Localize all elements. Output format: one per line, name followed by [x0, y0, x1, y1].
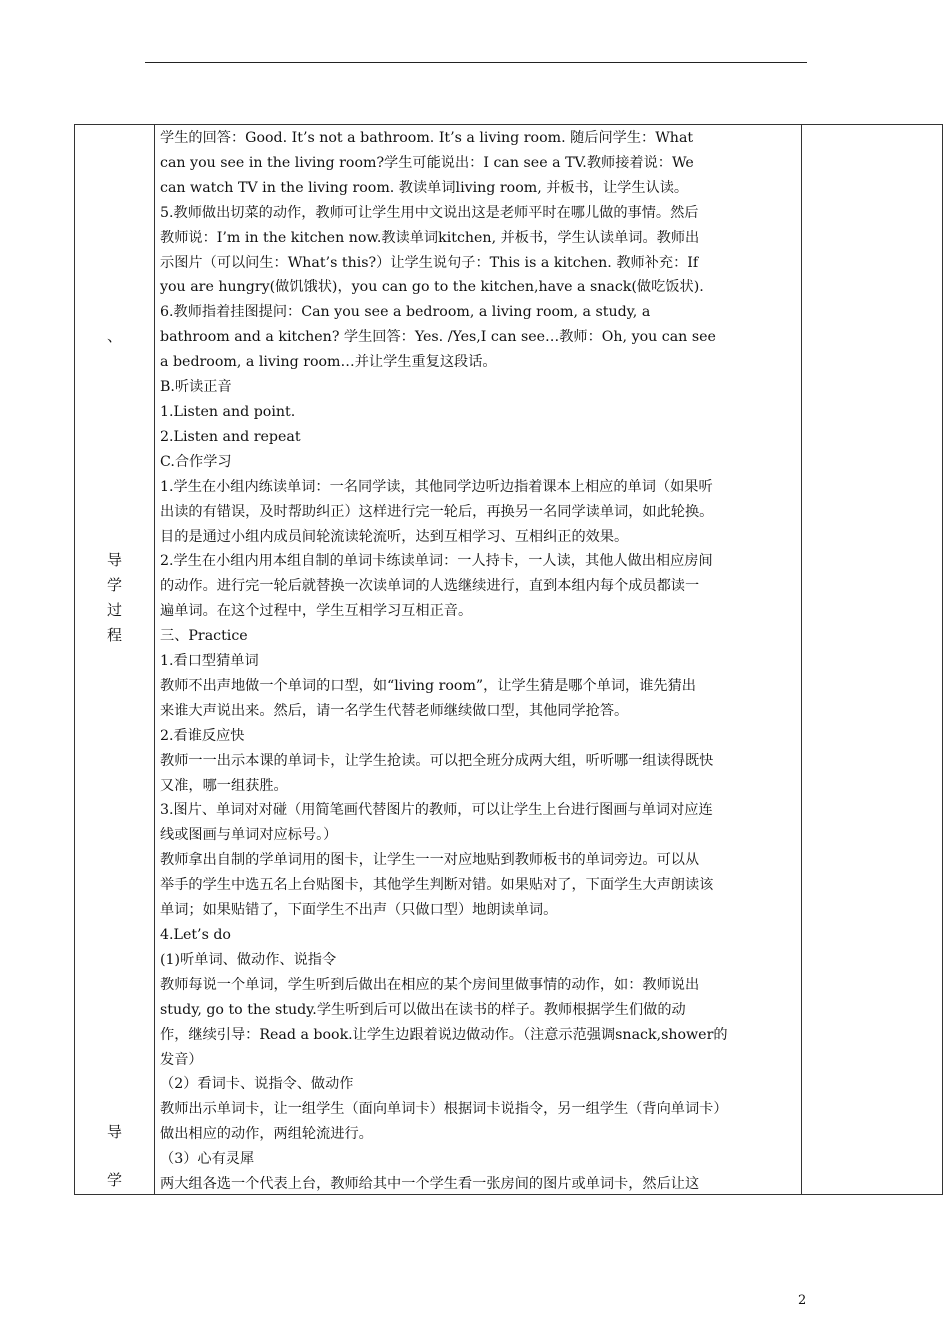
content-line: 1.学生在小组内练读单词：一名同学读，其他同学边听边指着课本上相应的单词（如果听: [160, 478, 713, 495]
section-label-char: 导: [106, 551, 122, 569]
content-line: 发音）: [160, 1051, 203, 1068]
content-line: 出读的有错误，及时帮助纠正）这样进行完一轮后，再换另一名同学读单词，如此轮换。: [160, 503, 714, 520]
content-line: 教师一一出示本课的单词卡，让学生抢读。可以把全班分成两大组，听听哪一组读得既快: [160, 752, 714, 769]
content-line: (1)听单词、做动作、说指令: [160, 951, 337, 968]
section-label-char: 学: [106, 576, 122, 594]
content-line: 单词；如果贴错了，下面学生不出声（只做口型）地朗读单词。: [160, 902, 558, 919]
bottom-label-char: 学: [106, 1171, 122, 1189]
content-line: 4.Let’s do: [160, 927, 231, 943]
content-line: 6.教师指着挂图提问：Can you see a bedroom, a living room, a study, a: [160, 304, 651, 321]
content-line: bathroom and a kitchen? 学生回答：Yes. /Yes,I can see…教师：Oh, you can see: [160, 329, 716, 346]
content-line: you are hungry(做饥饿状)，you can go to the kitchen,have a snack(做吃饭状).: [160, 279, 704, 296]
content-line: can watch TV in the living room. 教读单词living room, 并板书，让学生认读。: [160, 179, 689, 196]
section-label-char: 程: [106, 626, 122, 644]
content-line: 目的是通过小组内成员间轮流读轮流听，达到互相学习、互相纠正的效果。: [160, 528, 629, 545]
page-number: 2: [798, 1293, 807, 1308]
content-line: 教师每说一个单词，学生听到后做出在相应的某个房间里做事情的动作，如：教师说出: [160, 976, 700, 993]
content-line: 5.教师做出切菜的动作，教师可让学生用中文说出这是老师平时在哪儿做的事情。然后: [160, 204, 699, 221]
lesson-table: [74, 124, 943, 1195]
section-label-char: 过: [106, 601, 122, 619]
content-line: 学生的回答：Good. It’s not a bathroom. It’s a living room. 随后问学生：What: [160, 130, 694, 146]
side-mark: 、: [106, 327, 122, 345]
content-line: 示图片（可以问生：What’s this?）让学生说句子：This is a kitchen. 教师补充：If: [160, 254, 699, 271]
content-line: 两大组各选一个代表上台，教师给其中一个学生看一张房间的图片或单词卡，然后让这: [160, 1176, 700, 1193]
content-line: 作，继续引导：Read a book.让学生边跟着说边做动作。（注意示范强调snack,shower的: [160, 1026, 728, 1043]
content-line: （3）心有灵犀: [160, 1151, 255, 1168]
content-line: C.合作学习: [160, 453, 232, 470]
content-line: 三、Practice: [160, 628, 248, 645]
bottom-label: [75, 1121, 154, 1191]
content-line: 教师说：I’m in the kitchen now.教读单词kitchen, 并板书，学生认读单词。教师出: [160, 229, 700, 246]
content-line: 2.Listen and repeat: [160, 428, 301, 445]
content-line: 教师出示单词卡，让一组学生（面向单词卡）根据词卡说指令，另一组学生（背向单词卡）: [160, 1101, 728, 1118]
content-line: 举手的学生中选五名上台贴图卡，其他学生判断对错。如果贴对了，下面学生大声朗读该: [160, 877, 714, 894]
column-divider-left: [154, 125, 155, 1194]
content-line: a bedroom, a living room…并让学生重复这段话。: [160, 354, 497, 371]
column-divider-right: [801, 125, 802, 1194]
content-line: B.听读正音: [160, 379, 232, 396]
content-line: 1.Listen and point.: [160, 403, 296, 420]
content-line: 的动作。进行完一轮后就替换一次读单词的人选继续进行，直到本组内每个成员都读一: [160, 578, 700, 595]
content-line: 1.看口型猜单词: [160, 653, 259, 670]
content-line: 教师不出声地做一个单词的口型，如“living room”，让学生猜是哪个单词，谁先猜出: [160, 677, 696, 694]
content-line: 遍单词。在这个过程中，学生互相学习互相正音。: [160, 603, 473, 620]
content-line: 来谁大声说出来。然后，请一名学生代替老师继续做口型，其他同学抢答。: [160, 702, 629, 719]
content-line: 线或图画与单词对应标号。）: [160, 827, 338, 844]
section-label: [75, 549, 154, 646]
header-rule: [145, 62, 807, 63]
lesson-content: [160, 126, 796, 1197]
content-line: study, go to the study.学生听到后可以做出在读书的样子。教师根据学生们做的动: [160, 1001, 686, 1018]
content-line: 又准，哪一组获胜。: [160, 777, 288, 794]
content-line: 教师拿出自制的学单词用的图卡，让学生一一对应地贴到教师板书的单词旁边。可以从: [160, 852, 700, 869]
bottom-label-char: 导: [106, 1123, 122, 1141]
content-line: （2）看词卡、说指令、做动作: [160, 1076, 354, 1093]
content-line: can you see in the living room?学生可能说出：I can see a TV.教师接着说：We: [160, 154, 694, 171]
content-line: 2.看谁反应快: [160, 727, 245, 744]
content-line: 2.学生在小组内用本组自制的单词卡练读单词：一人持卡，一人读，其他人做出相应房间: [160, 553, 713, 570]
content-line: 3.图片、单词对对碰（用简笔画代替图片的教师，可以让学生上台进行图画与单词对应连: [160, 802, 713, 819]
content-line: 做出相应的动作，两组轮流进行。: [160, 1126, 373, 1143]
